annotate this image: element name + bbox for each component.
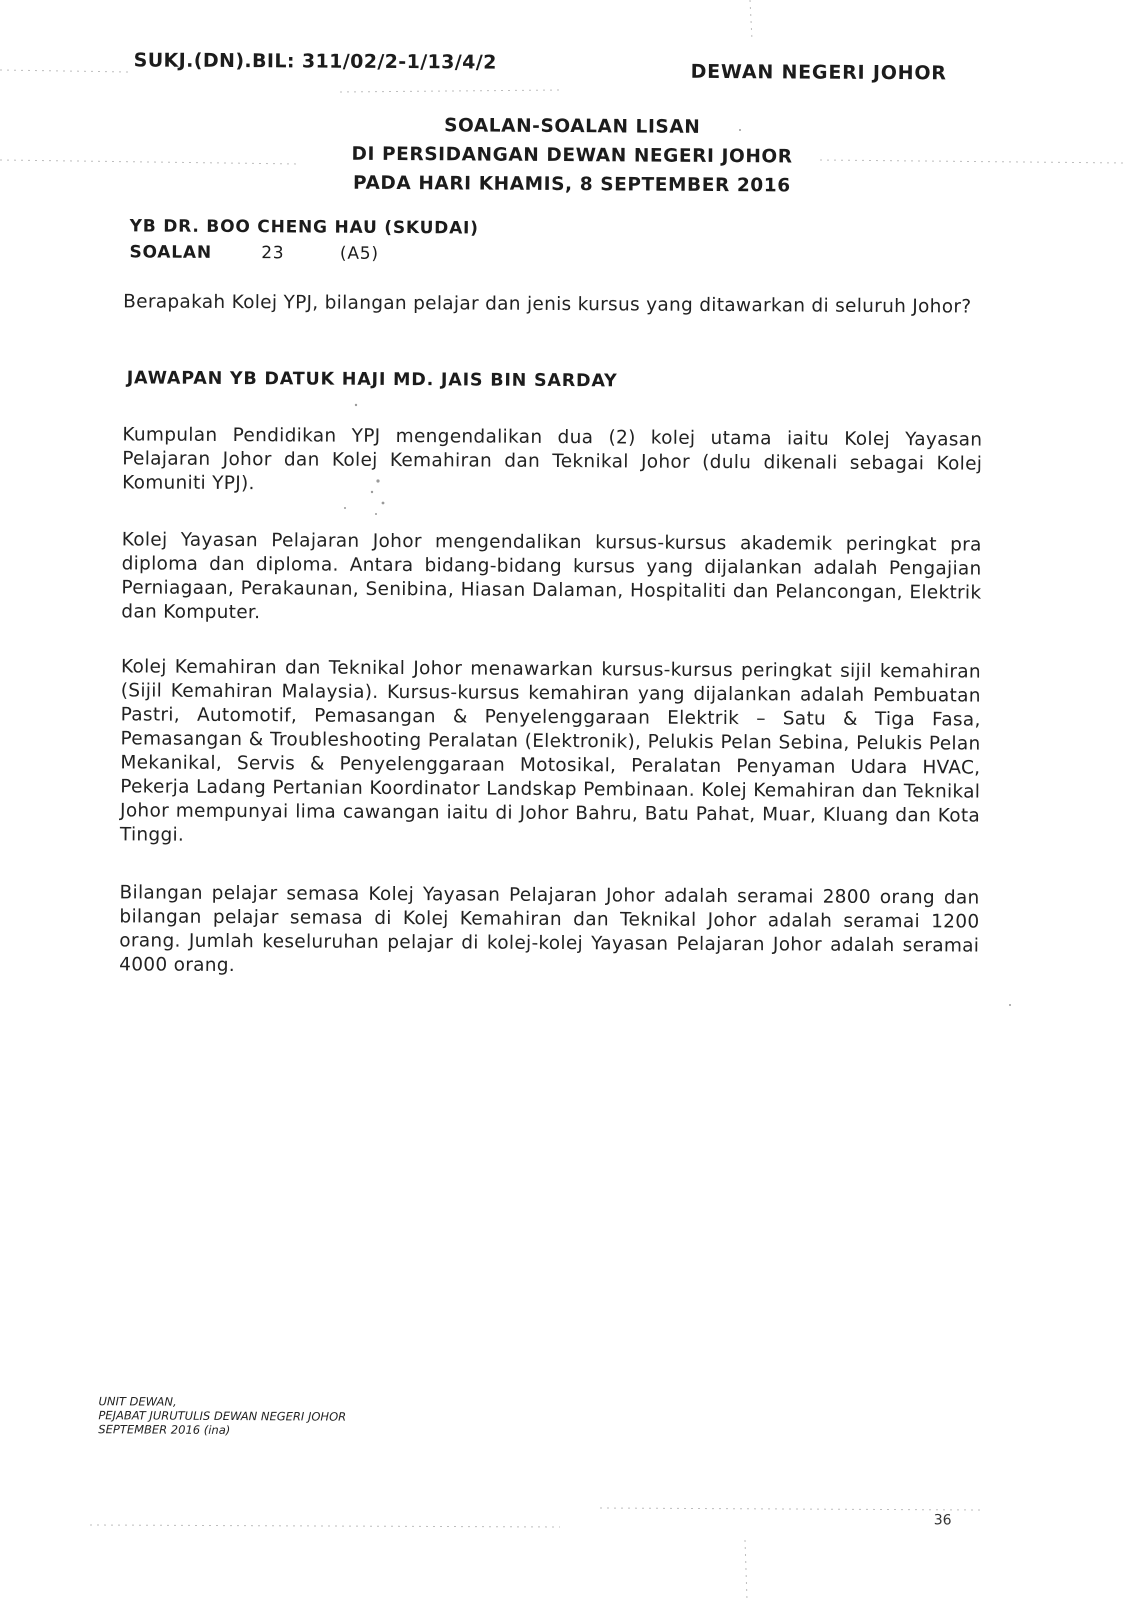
footer-line-3: SEPTEMBER 2016 (ina) (98, 1422, 231, 1438)
answer-paragraph: Kumpulan Pendidikan YPJ mengendalikan dua (2) kolej utama iaitu Kolej Yayasan Pelajaran Johor dan Kolej Kemahiran dan Teknikal Johor (dulu dikenali sebagai Kolej Komuniti YPJ). (122, 424, 983, 495)
answer-paragraph: Kolej Kemahiran dan Teknikal Johor menawarkan kursus-kursus peringkat sijil kemahiran (Sijil Kemahiran Malaysia). Kursus-kursus kemahiran yang dijalankan adalah Pembuatan Pastri, Automotif, Pemasangan & Penyelenggaraan Elektrik – Satu & Tiga Fasa, Pemasangan & Troubleshooting Peralatan (Elektronik), Pelukis Pelan Sebina, Pelukis Pelan Mekanikal, Servis & Penyelenggaraan Motosikal, Peralatan Penyaman Udara HVAC, Pekerja Ladang Pertanian Koordinator Landskap Pembinaan. Kolej Kemahiran dan Teknikal Johor mempunyai lima cawangan iaitu di Johor Bahru, Batu Pahat, Muar, Kluang dan Kota Tinggi. (119, 656, 982, 846)
question-text: Berapakah Kolej YPJ, bilangan pelajar dan jenis kursus yang ditawarkan di seluruh Johor? (123, 291, 972, 318)
answer-heading: JAWAPAN YB DATUK HAJI MD. JAIS BIN SARDAY (126, 368, 618, 392)
footer-line-1: UNIT DEWAN, (98, 1394, 177, 1409)
asker-name: YB DR. BOO CHENG HAU (SKUDAI) (129, 216, 479, 239)
question-label: SOALAN (129, 242, 212, 263)
footer-block (98, 1394, 346, 1438)
question-code: (A5) (339, 243, 379, 264)
asker-block (129, 213, 478, 267)
page-number: 36 (933, 1512, 952, 1529)
title-line-1: SOALAN-SOALAN LISAN (444, 115, 701, 138)
council-name: DEWAN NEGERI JOHOR (690, 60, 947, 85)
title-line-2: DI PERSIDANGAN DEWAN NEGERI JOHOR (351, 143, 793, 168)
title-line-3: PADA HARI KHAMIS, 8 SEPTEMBER 2016 (353, 172, 791, 197)
answer-paragraph: Kolej Yayasan Pelajaran Johor mengendalikan kursus-kursus akademik peringkat pra diploma dan diploma. Antara bidang-bidang kursus yang dijalankan adalah Pengajian Perniagaan, Perakaunan, Senibina, Hiasan Dalaman, Hospitaliti dan Pelancongan, Elektrik dan Komputer. (121, 529, 982, 624)
reference-number: SUKJ.(DN).BIL: 311/02/2-1/13/4/2 (133, 49, 497, 74)
document-title (302, 110, 843, 200)
question-id-row (129, 239, 478, 267)
question-number: 23 (261, 243, 285, 264)
answer-paragraph: Bilangan pelajar semasa Kolej Yayasan Pelajaran Johor adalah seramai 2800 orang dan bilangan pelajar semasa di Kolej Kemahiran dan Teknikal Johor adalah seramai 1200 orang. Jumlah keseluruhan pelajar di kolej-kolej Yayasan Pelajaran Johor adalah seramai 4000 orang. (119, 882, 980, 977)
footer-line-2: PEJABAT JURUTULIS DEWAN NEGERI JOHOR (98, 1408, 347, 1424)
